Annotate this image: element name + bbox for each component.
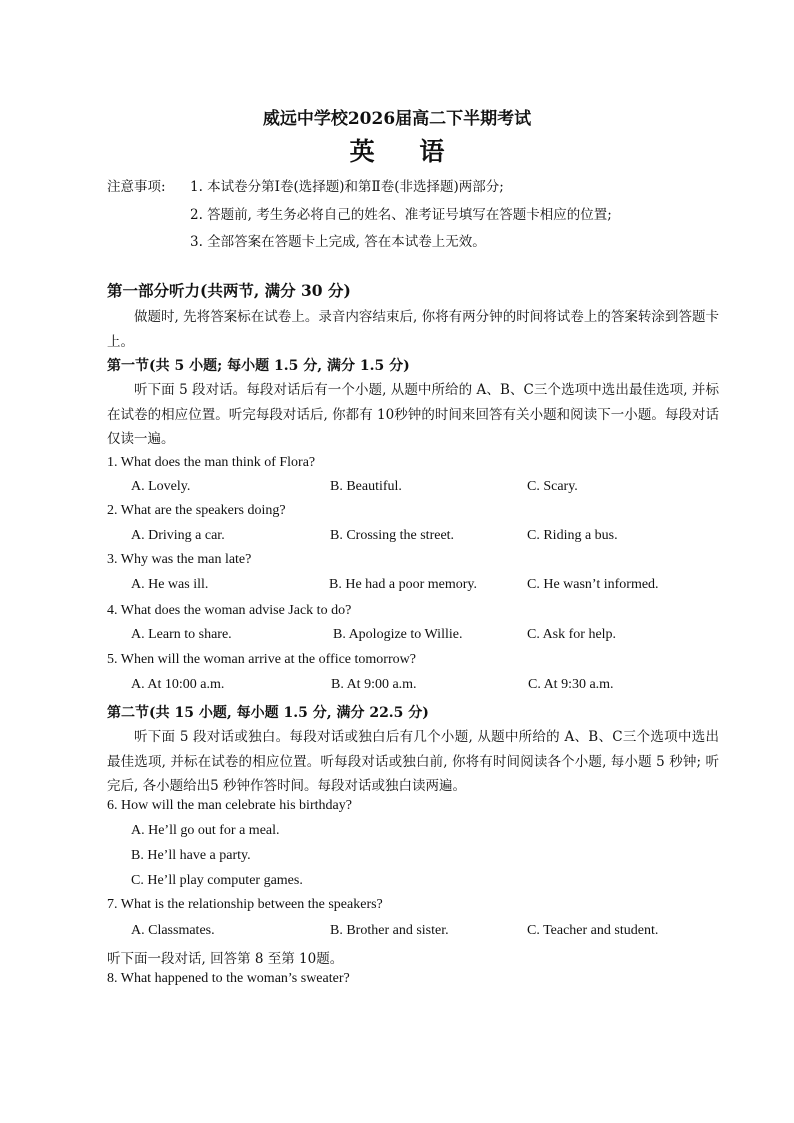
- option-c: C. Riding a bus.: [527, 528, 618, 543]
- option-c: C. Scary.: [527, 479, 578, 494]
- option-c: C. He’ll play computer games.: [131, 873, 303, 888]
- option-c: C. At 9:30 a.m.: [528, 677, 614, 692]
- option-a: A. He’ll go out for a meal.: [131, 823, 280, 838]
- section2-title: 第二节(共 15 小题, 每小题 1.5 分, 满分 22.5 分): [107, 705, 429, 721]
- part1-title: 第一部分听力(共两节, 满分 30 分): [107, 281, 351, 300]
- option-a: A. Driving a car.: [131, 528, 225, 543]
- option-c: C. Ask for help.: [527, 627, 617, 642]
- question-2: 2. What are the speakers doing?: [107, 503, 286, 518]
- option-a: A. Classmates.: [131, 923, 215, 938]
- option-b: B. He had a poor memory.: [329, 577, 477, 592]
- option-b: B. Crossing the street.: [330, 528, 455, 543]
- option-a: A. At 10:00 a.m.: [131, 677, 225, 692]
- option-a: A. Lovely.: [131, 479, 191, 494]
- option-a: A. He was ill.: [131, 577, 209, 592]
- question-8: 8. What happened to the woman’s sweater?: [107, 971, 350, 986]
- option-c: C. Teacher and student.: [527, 923, 659, 938]
- option-c: C. He wasn’t informed.: [527, 577, 659, 592]
- option-b: B. At 9:00 a.m.: [331, 677, 417, 692]
- option-b: B. Apologize to Willie.: [333, 627, 463, 642]
- section2-intro: 听下面 5 段对话或独白。每段对话或独白后有几个小题, 从题中所给的 A、B、C三个选项中选出最佳选项, 并标在试卷的相应位置。听每段对话或独白前, 你将有时间阅读各个小题, 每小题 5 秒钟; 听完后, 各小题给出5 秒钟作答时间。每段对话或独白读两遍。: [107, 729, 719, 794]
- option-b: B. Brother and sister.: [330, 923, 449, 938]
- notice-item: 1. 本试卷分第Ⅰ卷(选择题)和第Ⅱ卷(非选择题)两部分;: [190, 179, 504, 195]
- section1-title: 第一节(共 5 小题; 每小题 1.5 分, 满分 1.5 分): [107, 358, 410, 374]
- question-5: 5. When will the woman arrive at the office tomorrow?: [107, 652, 416, 667]
- notice-item: 3. 全部答案在答题卡上完成, 答在本试卷上无效。: [190, 234, 486, 250]
- question-3: 3. Why was the man late?: [107, 552, 252, 567]
- group-note: 听下面一段对话, 回答第 8 至第 10题。: [107, 951, 344, 967]
- option-b: B. He’ll have a party.: [131, 848, 251, 863]
- option-a: A. Learn to share.: [131, 627, 232, 642]
- question-1: 1. What does the man think of Flora?: [107, 455, 316, 470]
- option-b: B. Beautiful.: [330, 479, 402, 494]
- section1-intro: 听下面 5 段对话。每段对话后有一个小题, 从题中所给的 A、B、C三个选项中选出最佳选项, 并标在试卷的相应位置。听完每段对话后, 你都有 10秒钟的时间来回答有关小题和阅读下一小题。每段对话仅读一遍。: [107, 382, 719, 447]
- notice-label: 注意事项:: [107, 179, 166, 195]
- notice-item: 2. 答题前, 考生务必将自己的姓名、准考证号填写在答题卡相应的位置;: [190, 207, 612, 223]
- question-4: 4. What does the woman advise Jack to do?: [107, 603, 352, 618]
- part1-intro: 做题时, 先将答案标在试卷上。录音内容结束后, 你将有两分钟的时间将试卷上的答案转涂到答题卡上。: [107, 309, 719, 350]
- question-7: 7. What is the relationship between the speakers?: [107, 897, 383, 912]
- subject-title: 英 语: [349, 137, 463, 166]
- exam-title: 威远中学校2026届高二下半期考试: [262, 109, 532, 129]
- question-6: 6. How will the man celebrate his birthday?: [107, 798, 352, 813]
